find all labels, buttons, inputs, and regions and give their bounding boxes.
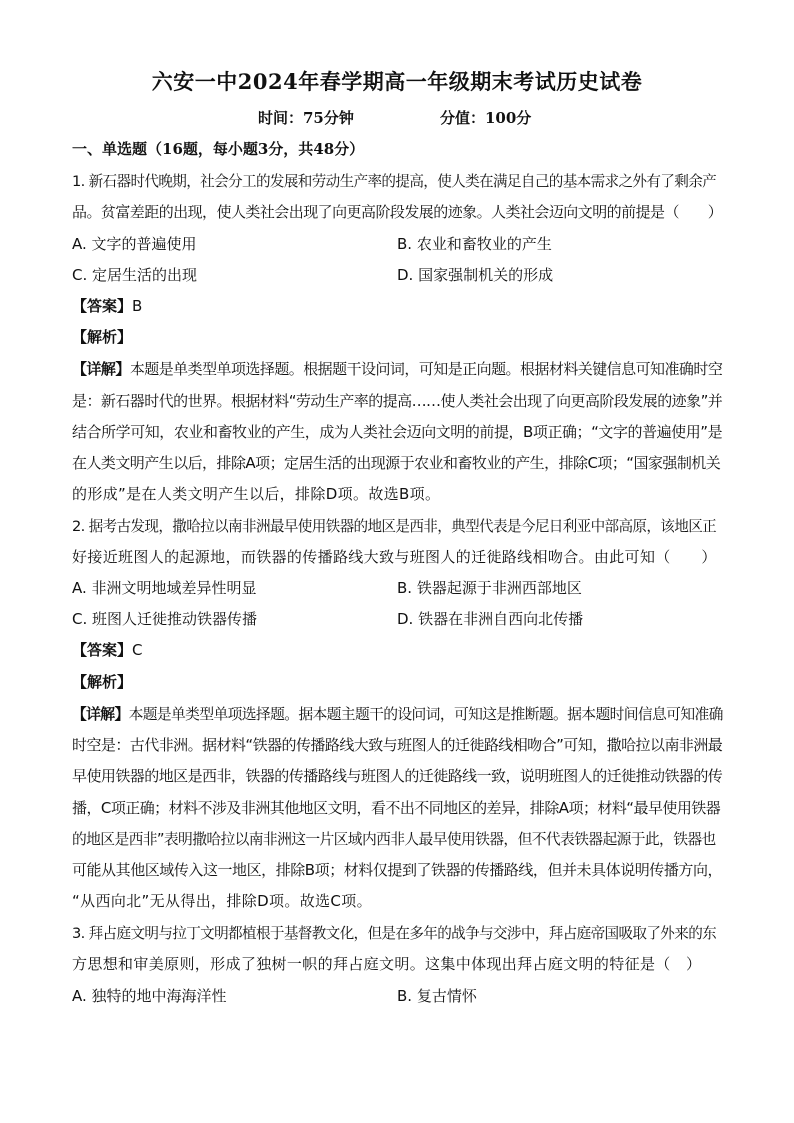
q3-stem-line: 方思想和审美原则，形成了独树一帜的拜占庭文明。这集中体现出拜占庭文明的特征是（ ）: [72, 955, 702, 973]
q1-option-b: B. 农业和畜牧业的产生: [397, 235, 552, 253]
q2-answer-label: 【答案】: [72, 641, 133, 659]
q2-stem-line: 好接近班图人的起源地，而铁器的传播路线大致与班图人的迁徙路线相吻合。由此可知（ ）: [72, 548, 717, 566]
q2-detail-text: 本题是单类型单项选择题。据本题主题干的设问词，可知这是推断题。据本题时间信息可知准确: [128, 706, 723, 723]
q2-detail-line: 时空是：古代非洲。据材料“铁器的传播路线大致与班图人的迁徙路线相吻合”可知，撒哈拉以南非洲最: [72, 736, 723, 754]
q2-analysis-label: 【解析】: [72, 673, 133, 691]
q1-answer: [72, 295, 142, 316]
section-heading: 一、单选题（16题，每小题3分，共48分）: [72, 140, 365, 158]
q2-stem-line: 2. 据考古发现，撒哈拉以南非洲最早使用铁器的地区是西非，典型代表是今尼日利亚中部高原，该地区正: [72, 518, 717, 535]
q1-option-a: A. 文字的普遍使用: [72, 235, 197, 253]
q1-detail-line: 结合所学可知，农业和畜牧业的产生，成为人类社会迈向文明的前提，B项正确；“文字的普遍使用”是: [72, 423, 723, 441]
q1-option-d: D. 国家强制机关的形成: [397, 266, 554, 284]
q1-detail-text: 本题是单类型单项选择题。根据题干设问词，可知是正向题。根据材料关键信息可知准确时空: [129, 360, 723, 378]
q2-detail-line: “从西向北”无从得出，排除D项。故选C项。: [72, 892, 372, 910]
q2-option-b: B. 铁器起源于非洲西部地区: [397, 579, 582, 597]
q2-option-c: C. 班图人迁徙推动铁器传播: [72, 610, 258, 628]
q1-detail-label: 【详解】: [72, 360, 130, 378]
q1-analysis-label: 【解析】: [72, 328, 133, 346]
q1-stem-line: 品。贫富差距的出现，使人类社会出现了向更高阶段发展的迹象。人类社会迈向文明的前提是（ ）: [72, 203, 723, 221]
q1-answer-label: 【答案】: [72, 297, 133, 315]
q3-option-a: A. 独特的地中海海洋性: [72, 987, 227, 1005]
q1-detail-line: 是：新石器时代的世界。根据材料“劳动生产率的提高……使人类社会出现了向更高阶段发展的迹象”并: [72, 392, 723, 410]
exam-score: 分值：100分: [440, 109, 532, 127]
q1-detail-line: 的形成”是在人类文明产生以后，排除D项。故选B项。: [72, 485, 441, 503]
q1-answer-value: B: [132, 297, 143, 315]
q2-option-a: A. 非洲文明地域差异性明显: [72, 579, 257, 597]
q2-detail-line: 可能从其他区域传入这一地区，排除B项；材料仅提到了铁器的传播路线，但并未具体说明传播方向，: [72, 861, 723, 879]
q3-option-b: B. 复古情怀: [397, 987, 477, 1005]
q3-stem-line: 3. 拜占庭文明与拉丁文明都植根于基督教文化，但是在多年的战争与交涉中，拜占庭帝国吸取了外来的东: [72, 925, 717, 942]
exam-time: 时间：75分钟: [258, 109, 354, 127]
q2-detail-label: 【详解】: [72, 706, 129, 723]
q2-detail-line: 的地区是西非”表明撒哈拉以南非洲这一片区域内西非人最早使用铁器，但不代表铁器起源于此，铁器也: [72, 831, 716, 848]
q2-answer-value: C: [132, 641, 143, 659]
q1-detail-line: 在人类文明产生以后，排除A项；定居生活的出现源于农业和畜牧业的产生，排除C项；“国家强制机关: [72, 454, 721, 472]
q2-answer: [72, 639, 143, 660]
q2-detail-line: [72, 703, 723, 724]
q1-detail-line: [72, 358, 722, 379]
q2-detail-line: 播，C项正确；材料不涉及非洲其他地区文明，看不出不同地区的差异，排除A项；材料“最早使用铁器: [72, 799, 721, 817]
exam-title: 六安一中2024年春学期高一年级期末考试历史试卷: [151, 69, 643, 94]
q2-detail-line: 早使用铁器的地区是西非，铁器的传播路线与班图人的迁徙路线一致，说明班图人的迁徙推动铁器的传: [72, 767, 723, 785]
q1-stem-line: 1. 新石器时代晚期，社会分工的发展和劳动生产率的提高，使人类在满足自己的基本需求之外有了剩余产: [72, 173, 717, 190]
q1-option-c: C. 定居生活的出现: [72, 266, 198, 284]
q2-option-d: D. 铁器在非洲自西向北传播: [397, 610, 584, 628]
